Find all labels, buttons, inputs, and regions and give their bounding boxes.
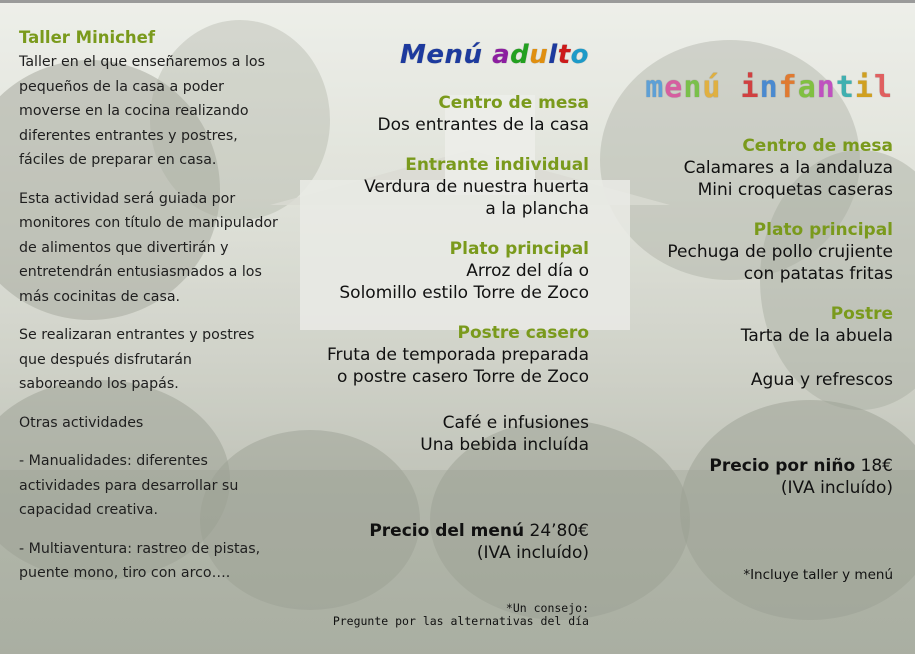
section-item: Tarta de la abuela (740, 326, 893, 346)
title-letter: t (835, 70, 855, 105)
title-letter: l (548, 40, 558, 70)
adult-price-value: 24’80€ (529, 521, 589, 541)
kids-footnote: *Incluye taller y menú (743, 567, 893, 583)
workshop-paragraph: Taller en el que enseñaremos a los pequeños de la casa a poder moverse en la cocina realizando diferentes entrantes y postres, fáciles de preparar en casa. (19, 54, 266, 168)
kids-section-dessert (593, 303, 893, 347)
kids-price (593, 455, 893, 477)
section-item: a la plancha (485, 199, 589, 219)
workshop-paragraph: Se realizaran entrantes y postres que después disfrutarán saboreando los papás. (19, 327, 255, 392)
adult-menu-title (289, 40, 589, 70)
kids-section-starter (593, 135, 893, 201)
title-letter: u (529, 40, 549, 70)
section-heading: Plato principal (449, 239, 589, 259)
title-letter: n (444, 40, 464, 70)
activity-adventure: - Multiaventura: rastreo de pistas, puente mono, tiro con arco…. (19, 540, 261, 581)
section-heading: Entrante individual (405, 155, 589, 175)
title-letter: l (873, 70, 893, 105)
adult-section-individual (289, 154, 589, 220)
adult-section-starter (289, 92, 589, 136)
section-item: Pechuga de pollo crujiente (667, 242, 893, 262)
adult-price-note: (IVA incluído) (476, 543, 589, 563)
activity-crafts: - Manualidades: diferentes actividades para desarrollar su capacidad creativa. (19, 453, 239, 518)
section-item: con patatas fritas (743, 264, 893, 284)
title-letter: f (778, 70, 798, 105)
section-item: o postre casero Torre de Zoco (336, 367, 589, 387)
title-letter: t (557, 40, 571, 70)
title-letter: i (740, 70, 760, 105)
title-letter: e (426, 40, 445, 70)
section-item: Mini croquetas caseras (697, 180, 893, 200)
kids-menu-title (593, 70, 893, 105)
section-heading: Plato principal (753, 220, 893, 240)
kids-section-main (593, 219, 893, 285)
title-letter: o (570, 40, 589, 70)
workshop-paragraph: Esta actividad será guiada por monitores con título de manipulador de alimentos que divertirán y entretendrán entusiasmados a los más cocinitas de casa. (19, 190, 278, 305)
title-letter: d (510, 40, 530, 70)
title-letter: ú (463, 40, 483, 70)
adult-price-label: Precio del menú (369, 521, 525, 541)
title-letter (721, 70, 740, 105)
section-item: Dos entrantes de la casa (377, 115, 589, 135)
kids-drinks: Agua y refrescos (750, 370, 893, 390)
title-letter: n (759, 70, 779, 105)
adult-menu-column (289, 40, 589, 628)
title-letter: ú (702, 70, 722, 105)
title-letter: e (664, 70, 684, 105)
section-item: Verdura de nuestra huerta (364, 177, 589, 197)
kids-menu-column (593, 70, 893, 583)
adult-price (289, 520, 589, 542)
adult-section-main (289, 238, 589, 304)
title-letter (483, 40, 493, 70)
title-letter: i (854, 70, 874, 105)
title-letter: a (492, 40, 511, 70)
other-activities-heading: Otras actividades (19, 414, 144, 431)
adult-drink-coffee: Café e infusiones (442, 413, 589, 433)
advice-text: Pregunte por las alternativas del día (332, 614, 589, 628)
workshop-title: Taller Minichef (19, 28, 156, 47)
section-item: Arroz del día o (466, 261, 589, 281)
adult-section-dessert (289, 322, 589, 388)
title-letter: M (399, 40, 427, 70)
kids-price-value: 18€ (860, 456, 893, 476)
section-heading: Postre casero (457, 323, 589, 343)
title-letter: n (683, 70, 703, 105)
advice-title: *Un consejo: (505, 601, 589, 615)
section-item: Solomillo estilo Torre de Zoco (339, 283, 589, 303)
kids-price-note: (IVA incluído) (780, 478, 893, 498)
top-border (0, 0, 915, 3)
title-letter: m (645, 70, 665, 105)
section-heading: Centro de mesa (438, 93, 589, 113)
title-letter: a (797, 70, 817, 105)
title-letter: n (816, 70, 836, 105)
workshop-column (19, 26, 279, 600)
section-heading: Postre (830, 304, 893, 324)
section-item: Fruta de temporada preparada (326, 345, 589, 365)
section-heading: Centro de mesa (742, 136, 893, 156)
section-item: Calamares a la andaluza (683, 158, 893, 178)
kids-price-label: Precio por niño (709, 456, 856, 476)
adult-drink-included: Una bebida incluída (420, 435, 589, 455)
